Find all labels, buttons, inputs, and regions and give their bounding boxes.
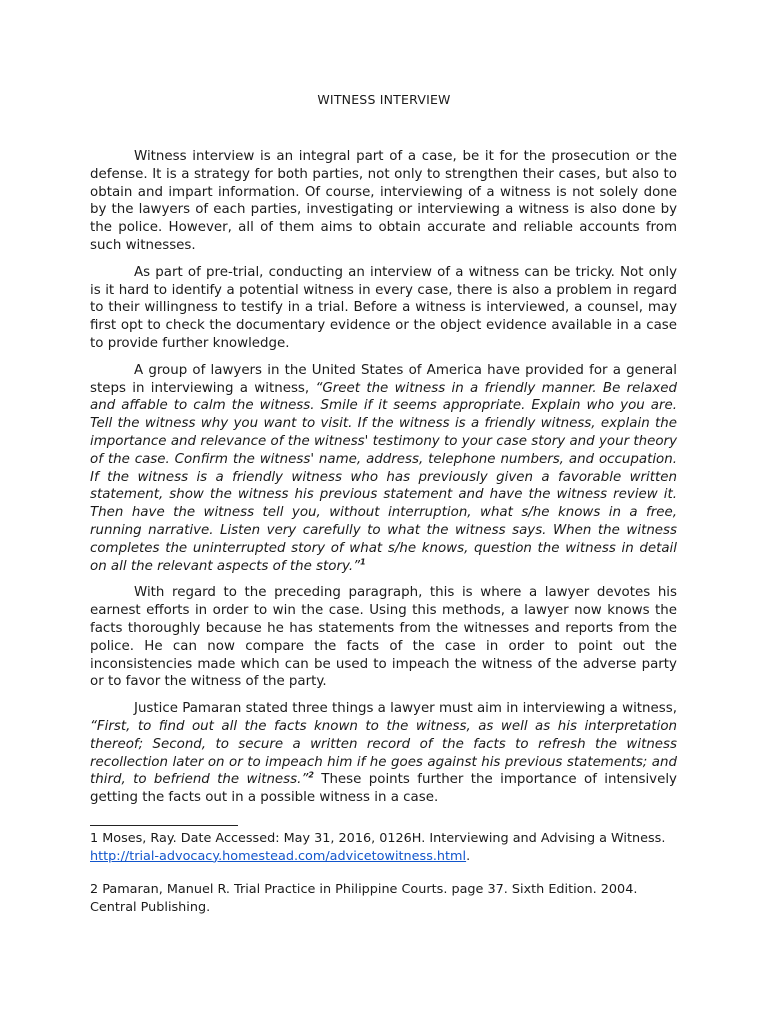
footnote-1-text: 1 Moses, Ray. Date Accessed: May 31, 2016, 0126H. Interviewing and Advising a Witness.: [90, 831, 666, 846]
paragraph-5-tail: These points further the importance of intensively getting the facts out in a possible witness in a case.: [90, 772, 677, 806]
footnote-1: [90, 830, 677, 865]
footnote-1-link[interactable]: http://trial-advocacy.homestead.com/advicetowitness.html: [90, 848, 467, 864]
footnote-2: 2 Pamaran, Manuel R. Trial Practice in Philippine Courts. page 37. Sixth Edition. 2004. Central Publishing.: [90, 882, 638, 915]
paragraph-1: Witness interview is an integral part of a case, be it for the prosecution or the defense. It is a strategy for both parties, not only to strengthen their cases, but also to obtain and impart information. Of course, interviewing of a witness is not solely done by the lawyers of each parties, investigating or interviewing a witness is also done by the police. However, all of them aims to obtain accurate and reliable accounts from such witnesses.: [90, 149, 677, 253]
footnote-1-end: .: [466, 848, 471, 864]
document-body: [90, 148, 677, 816]
paragraph-5: [90, 700, 677, 807]
paragraph-3-quote: “Greet the witness in a friendly manner. Be relaxed and affable to calm the witness. Smile if it seems appropriate. Explain who you are. Tell the witness why you want to visit. If the witness is a friendly witness, explain the importance and relevance of the witness' testimony to your case story and your theory of the case. Confirm the witness' name, address, telephone numbers, and occupation. If the witness is a friendly witness who has previously given a favorable written statement, show the witness his previous statement and have the witness review it. Then have the witness tell you, without interruption, what s/he knows in a free, running narrative. Listen very carefully to what the witness says. When the witness completes the uninterrupted story of what s/he knows, question the witness in detail on all the relevant aspects of the story.”: [90, 380, 677, 574]
paragraph-3-intro: A group of lawyers in the United States of America have provided for a general steps in interviewing a witness,: [90, 362, 677, 396]
page-title: WITNESS INTERVIEW: [317, 92, 451, 107]
footnotes: [90, 830, 677, 932]
footnote-separator: [90, 825, 238, 826]
paragraph-5-intro: Justice Pamaran stated three things a lawyer must aim in interviewing a witness,: [134, 701, 677, 717]
paragraph-4: With regard to the preceding paragraph, this is where a lawyer devotes his earnest efforts in order to win the case. Using this methods, a lawyer now knows the facts thoroughly because he has statements from the witnesses and reports from the police. He can now compare the facts of the case in order to point out the inconsistencies made which can be used to impeach the witness of the adverse party or to favor the witness of the party.: [90, 585, 677, 690]
footnote-ref-1: 1: [360, 557, 366, 567]
paragraph-3: [90, 362, 677, 576]
footnote-ref-2: 2: [308, 770, 314, 780]
paragraph-2: As part of pre-trial, conducting an interview of a witness can be tricky. Not only is it hard to identify a potential witness in every case, there is also a problem in regard to their willingness to testify in a trial. Before a witness is interviewed, a counsel, may first opt to check the documentary evidence or the object evidence available in a case to provide further knowledge.: [90, 264, 677, 351]
paragraph-5-quote: “First, to find out all the facts known to the witness, as well as his interpretation thereof; Second, to secure a written record of the facts to refresh the witness recollection later on or to impeach him if he goes against his previous statements; and third, to befriend the witness.”: [90, 718, 677, 788]
